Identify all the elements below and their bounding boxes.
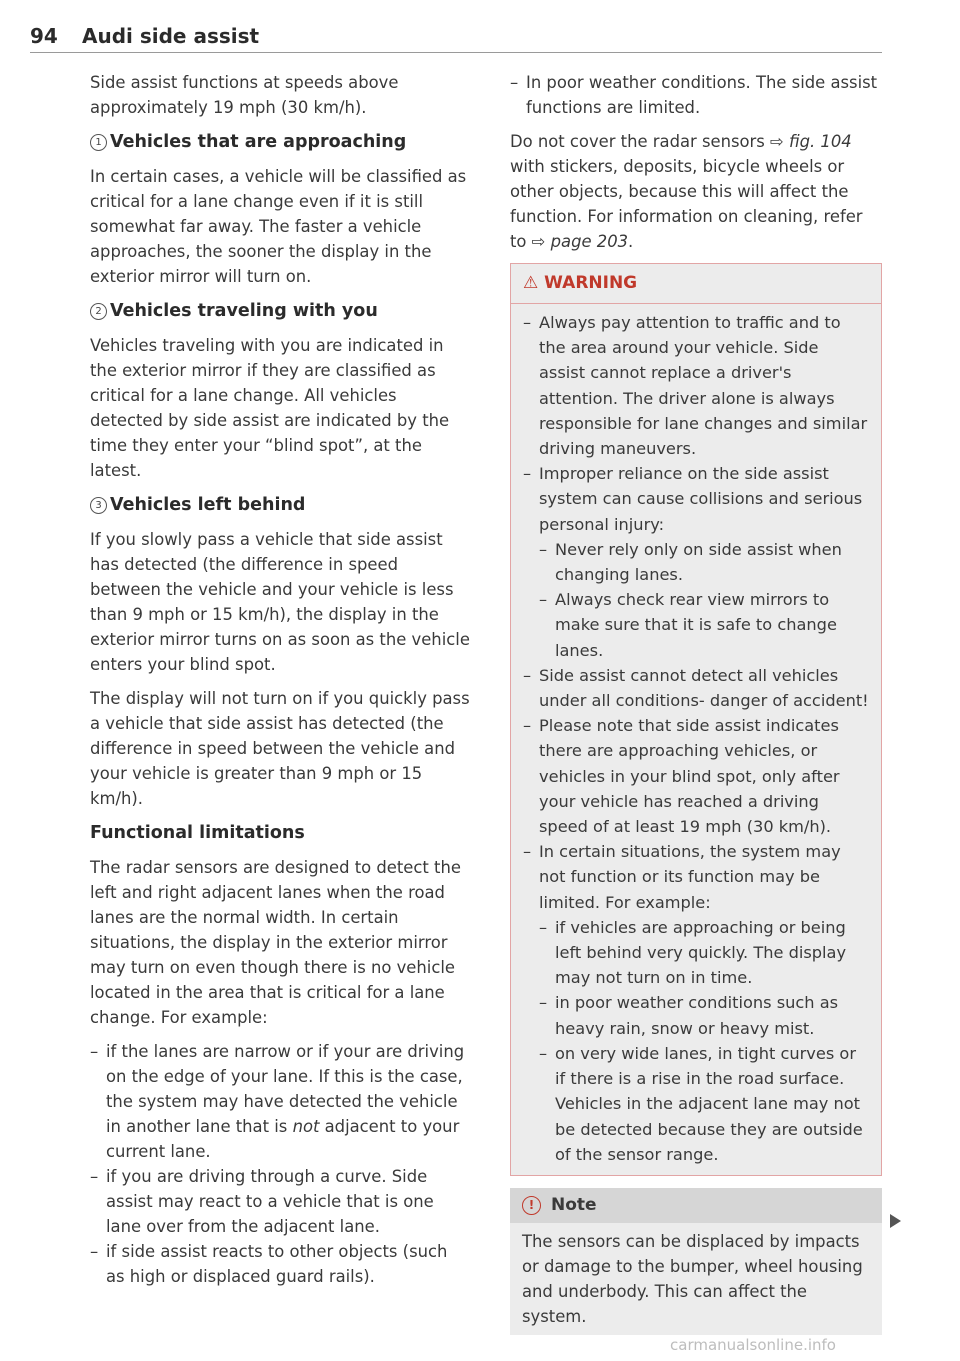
right-column xyxy=(510,70,882,1335)
warning-sublist xyxy=(539,915,869,1167)
heading-approaching xyxy=(90,129,470,155)
list-item: – in poor weather conditions such as heavy rain, snow or heavy mist. xyxy=(539,990,869,1040)
note-title: Note xyxy=(551,1194,597,1215)
weather-list xyxy=(510,70,882,120)
list-item: – Always pay attention to traffic and to the area around your vehicle. Side assist cannot replace a driver's attention. The driver alone is always responsible for lane changes and similar driving maneuvers. xyxy=(523,310,869,461)
list-item xyxy=(523,839,869,1167)
list-item-text: In certain situations, the system may not function or its function may be limited. For example: xyxy=(539,842,841,912)
heading-limitations: Functional limitations xyxy=(90,823,305,843)
warning-body xyxy=(511,304,881,1175)
page-reference-link[interactable]: ⇨ page 203 xyxy=(531,232,629,251)
heading-traveling-label: Vehicles traveling with you xyxy=(110,301,378,321)
list-item: – Never rely only on side assist when changing lanes. xyxy=(539,537,869,587)
left-column xyxy=(90,70,470,1298)
warning-list xyxy=(523,310,869,1167)
note-body xyxy=(510,1223,882,1335)
note-header xyxy=(510,1188,882,1223)
list-item-text: if the lanes are narrow or if your are driving on the edge of your lane. If this is the case, the system may have detected the vehicle in another lane that is xyxy=(106,1042,465,1136)
list-item-text: Improper reliance on the side assist system can cause collisions and serious personal injury: xyxy=(539,464,863,534)
left-behind-text-1: If you slowly pass a vehicle that side assist has detected (the difference in speed between the vehicle and your vehicle is less than 9 mph or 15 km/h), the display in the exterior mirror turns on as soon as the vehicle enters your blind spot. xyxy=(90,530,470,674)
intro-text: Side assist functions at speeds above approximately 19 mph (30 km/h). xyxy=(90,73,399,117)
heading-left-behind-label: Vehicles left behind xyxy=(110,495,306,515)
cover-sensors-text xyxy=(510,129,882,254)
warning-box xyxy=(510,263,882,1176)
callout-3-icon: 3 xyxy=(90,497,107,514)
heading-traveling xyxy=(90,298,470,324)
continue-arrow-icon xyxy=(890,1214,901,1228)
limitations-list xyxy=(90,1039,470,1289)
list-item xyxy=(90,1039,470,1164)
limitations-text: The radar sensors are designed to detect the left and right adjacent lanes when the road lanes are the normal width. In certain situations, the display in the exterior mirror may turn on even though there is no vehicle located in the area that is critical for a lane change. For example: xyxy=(90,858,461,1027)
warning-title: WARNING xyxy=(544,273,638,293)
list-item: – In poor weather conditions. The side assist functions are limited. xyxy=(510,70,882,120)
warning-triangle-icon: ⚠ xyxy=(523,273,539,293)
warning-header xyxy=(511,264,881,304)
fig-reference-link[interactable]: ⇨ fig. 104 xyxy=(770,132,852,151)
cover-text-mid: with stickers, deposits, bicycle wheels or other objects, because this will affect the function. For information on cleaning, refer to xyxy=(510,157,863,251)
section-title: Audi side assist xyxy=(82,24,260,48)
warning-sublist xyxy=(539,537,869,663)
emphasis-not: not xyxy=(292,1117,320,1136)
note-exclamation-icon: ! xyxy=(522,1196,541,1215)
note-text: The sensors can be displaced by impacts or damage to the bumper, wheel housing and underbody. This can affect the system. xyxy=(522,1231,863,1326)
watermark: carmanualsonline.info xyxy=(670,1336,836,1354)
heading-left-behind xyxy=(90,492,470,518)
traveling-text: Vehicles traveling with you are indicated in the exterior mirror if they are classified as critical for a lane change. All vehicles detected by side assist are indicated by the time they enter your “blind spot”, at the latest. xyxy=(90,336,450,480)
note-box xyxy=(510,1188,882,1335)
page-number: 94 xyxy=(30,24,58,48)
list-item: – Always check rear view mirrors to make sure that it is safe to change lanes. xyxy=(539,587,869,663)
page-header xyxy=(30,22,882,53)
list-item: – on very wide lanes, in tight curves or if there is a rise in the road surface. Vehicles in the adjacent lane may not be detected because they are outside of the sensor range. xyxy=(539,1041,869,1167)
list-item: – Please note that side assist indicates there are approaching vehicles, or vehicles in your blind spot, only after your vehicle has reached a driving speed of at least 19 mph (30 km/h). xyxy=(523,713,869,839)
cover-text-end: . xyxy=(628,232,634,251)
list-item: – if vehicles are approaching or being left behind very quickly. The display may not turn on in time. xyxy=(539,915,869,991)
list-item-tail: adjacent to your current lane. xyxy=(106,1117,460,1161)
list-item: – if you are driving through a curve. Side assist may react to a vehicle that is one lane over from the adjacent lane. xyxy=(90,1164,470,1239)
list-item xyxy=(523,461,869,663)
callout-1-icon: 1 xyxy=(90,134,107,151)
cover-text-start: Do not cover the radar sensors xyxy=(510,132,771,151)
list-item: – if side assist reacts to other objects (such as high or displaced guard rails). xyxy=(90,1239,470,1289)
approaching-text: In certain cases, a vehicle will be classified as critical for a lane change even if it is still somewhat far away. The faster a vehicle approaches, the sooner the display in the exterior mirror will turn on. xyxy=(90,167,467,286)
list-item: – Side assist cannot detect all vehicles under all conditions- danger of accident! xyxy=(523,663,869,713)
callout-2-icon: 2 xyxy=(90,303,107,320)
heading-approaching-label: Vehicles that are approaching xyxy=(110,132,407,152)
left-behind-text-2: The display will not turn on if you quickly pass a vehicle that side assist has detected (the difference in speed between the vehicle and your vehicle is greater than 9 mph or 15 km/h). xyxy=(90,689,470,808)
